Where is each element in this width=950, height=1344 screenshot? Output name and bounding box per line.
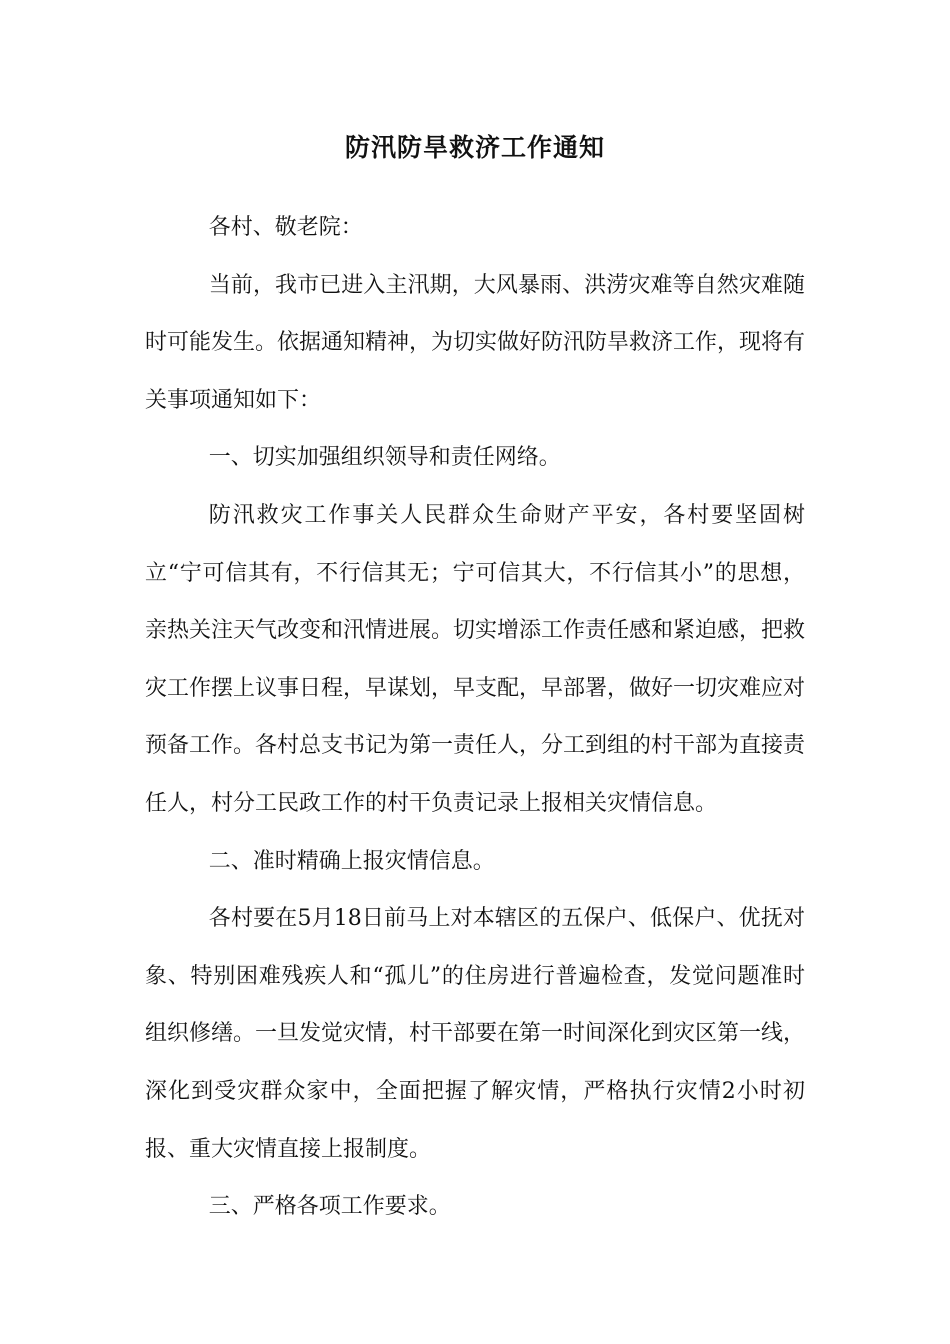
salutation: 各村、敬老院： [208,215,363,240]
paragraph-intro: 当前，我市已进入主汛期，大风暴雨、洪涝灾难等自然灾难随时可能发生。依据通知精神，为切实做好防汛防旱救济工作，现将有关事项通知如下： [145,272,806,413]
section-heading-3: 三、严格各项工作要求。 [208,1194,451,1220]
paragraph-section-2: 各村要在5月18日前马上对本辖区的五保户、低保户、优抚对象、特别困难残疾人和“孤儿”的住房进行普遍检查，发觉问题准时组织修缮。一旦发觉灾情，村干部要在第一时间深化到灾区第一线，深化到受灾群众家中，全面把握了解灾情，严格执行灾情2小时初报、重大灾情直接上报制度。 [145,906,806,1162]
section-heading-2: 二、准时精确上报灾情信息。 [208,848,495,874]
document-body [145,199,805,1236]
paragraph-section-1: 防汛救灾工作事关人民群众生命财产平安，各村要坚固树立“宁可信其有，不行信其无；宁可信其大，不行信其小”的思想，亲热关注天气改变和汛情进展。切实增添工作责任感和紧迫感，把救灾工作摆上议事日程，早谋划，早支配，早部署，做好一切灾难应对预备工作。各村总支书记为第一责任人，分工到组的村干部为直接责任人，村分工民政工作的村干负责记录上报相关灾情信息。 [145,502,806,816]
document-title: 防汛防旱救济工作通知 [344,133,605,162]
section-heading-1: 一、切实加强组织领导和责任网络。 [208,445,561,471]
